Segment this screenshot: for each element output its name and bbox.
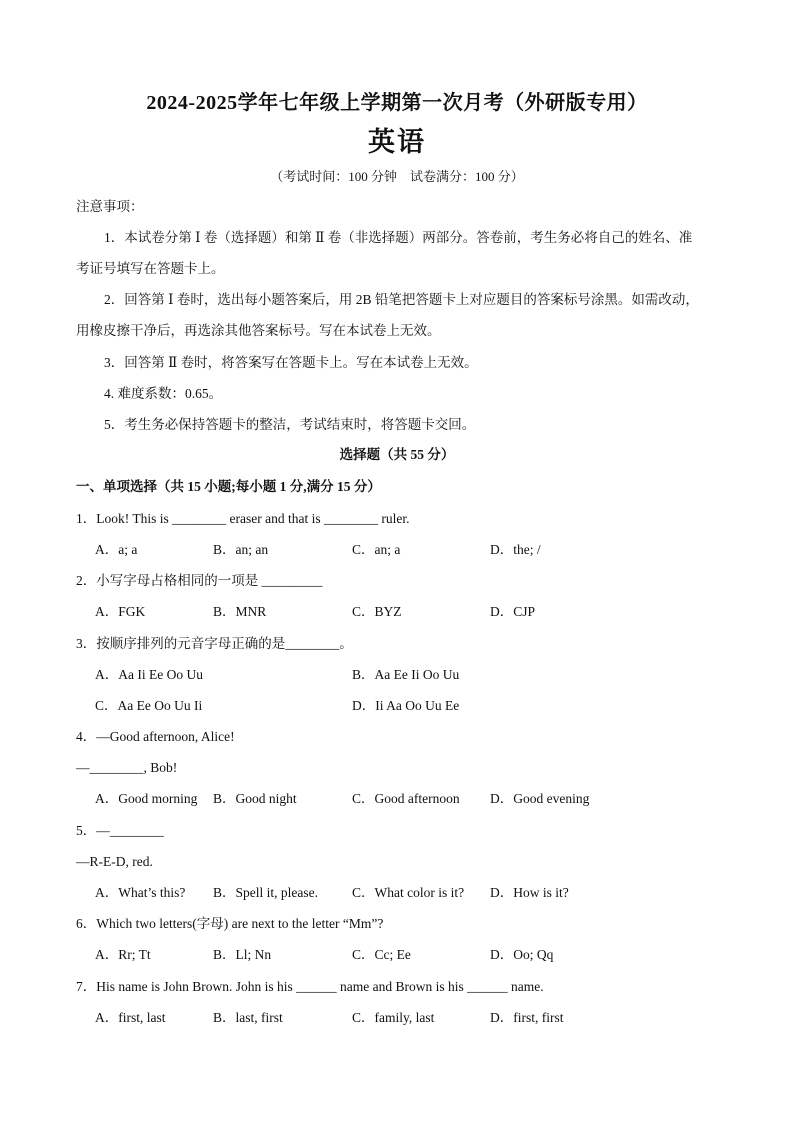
option-d: D．Good evening: [490, 791, 590, 806]
option-a: A．Good morning: [95, 791, 198, 806]
option-d: D．Ii Aa Oo Uu Ee: [352, 698, 460, 713]
section-title: 选择题（共 55 分）: [339, 447, 455, 462]
exam-title: 2024-2025学年七年级上学期第一次月考（外研版专用）: [146, 92, 648, 114]
question-stem: 4．—Good afternoon, Alice!: [76, 729, 235, 744]
option-b: B．an; an: [213, 542, 269, 557]
option-b: B．Good night: [213, 791, 297, 806]
option-b: B．MNR: [213, 604, 267, 619]
option-d: D．Oo; Qq: [490, 947, 554, 962]
option-a: A．FGK: [95, 604, 146, 619]
option-c: C．BYZ: [352, 604, 402, 619]
note-item-2: 2．回答第 Ⅰ 卷时，选出每小题答案后，用 2B 铅笔把答题卡上对应题目的答案标号涂黑。如需改动，: [104, 292, 699, 307]
option-a: A．Aa Ii Ee Oo Uu: [95, 667, 203, 682]
option-c: C．an; a: [352, 542, 401, 557]
option-a: A．Rr; Tt: [95, 947, 151, 962]
question-stem: 7．His name is John Brown. John is his ______ name and Brown is his ______ name.: [76, 979, 544, 994]
question-stem: 3．按顺序排列的元音字母正确的是________。: [76, 636, 353, 651]
option-d: D．first, first: [490, 1010, 564, 1025]
note-item-1: 1．本试卷分第 Ⅰ 卷（选择题）和第 Ⅱ 卷（非选择题）两部分。答卷前，考生务必将自己的姓名、准: [104, 230, 693, 245]
option-d: D．CJP: [490, 604, 536, 619]
question-stem-reply: —________, Bob!: [76, 760, 178, 775]
option-d: D．How is it?: [490, 885, 569, 900]
option-b: B．Spell it, please.: [213, 885, 318, 900]
note-item-5: 5．考生务必保持答题卡的整洁，考试结束时，将答题卡交回。: [104, 417, 476, 432]
option-a: A．first, last: [95, 1010, 166, 1025]
note-item-2-cont: 用橡皮擦干净后，再选涂其他答案标号。写在本试卷上无效。: [76, 323, 441, 338]
subject-title: 英语: [368, 127, 426, 157]
option-c: C．What color is it?: [352, 885, 465, 900]
option-b: B．Ll; Nn: [213, 947, 272, 962]
question-stem: 2．小写字母占格相同的一项是 _________: [76, 573, 323, 588]
option-c: C．family, last: [352, 1010, 435, 1025]
option-c: C．Good afternoon: [352, 791, 460, 806]
part-one-title: 一、单项选择（共 15 小题;每小题 1 分,满分 15 分）: [76, 479, 381, 494]
exam-info: （考试时间：100 分钟 试卷满分：100 分）: [270, 169, 524, 184]
note-item-3: 3．回答第 Ⅱ 卷时，将答案写在答题卡上。写在本试卷上无效。: [104, 355, 478, 370]
note-item-1-cont: 考证号填写在答题卡上。: [76, 261, 225, 276]
question-stem-reply: —R-E-D, red.: [76, 854, 153, 869]
option-a: A．What’s this?: [95, 885, 186, 900]
option-c: C．Aa Ee Oo Uu Ii: [95, 698, 203, 713]
question-stem: 1．Look! This is ________ eraser and that is ________ ruler.: [76, 511, 410, 526]
option-b: B．Aa Ee Ii Oo Uu: [352, 667, 460, 682]
option-a: A．a; a: [95, 542, 138, 557]
option-d: D．the; /: [490, 542, 541, 557]
option-c: C．Cc; Ee: [352, 947, 411, 962]
note-item-4: 4. 难度系数：0.65。: [104, 386, 223, 401]
notes-heading: 注意事项：: [76, 199, 144, 214]
question-stem: 6．Which two letters(字母) are next to the letter “Mm”?: [76, 916, 384, 931]
question-stem: 5．—________: [76, 823, 164, 838]
option-b: B．last, first: [213, 1010, 283, 1025]
